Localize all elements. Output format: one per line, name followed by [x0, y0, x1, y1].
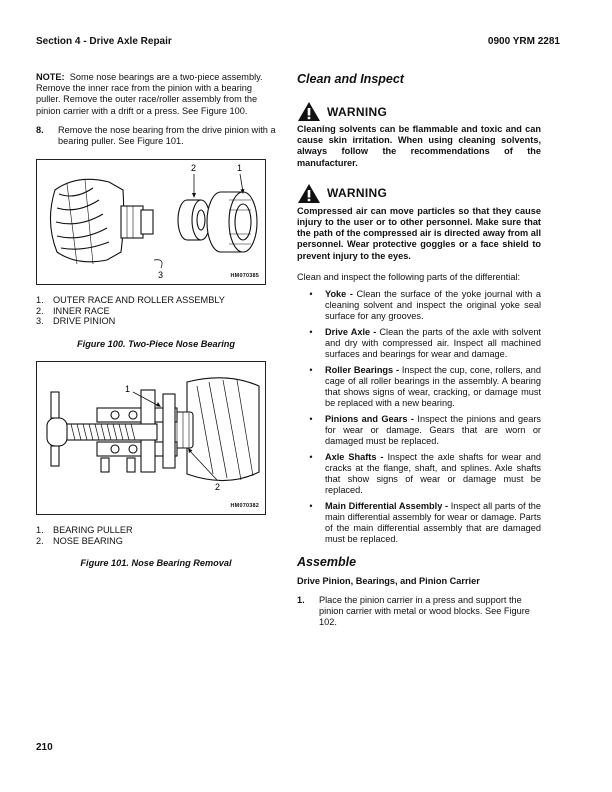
warning-triangle-icon — [297, 101, 321, 122]
note-text: Some nose bearings are a two-piece assembly. Remove the inner race from the pinion with a bearing puller. Remove the outer race/roller assembly from the pinion carrier with a drift or a press. See Figure 100. — [36, 72, 263, 116]
legend-item: 3. DRIVE PINION — [36, 316, 116, 327]
step-text: Remove the nose bearing from the drive pinion with a bearing puller. See Figure 101. — [58, 124, 276, 147]
inspection-list — [297, 289, 541, 545]
warning-title: WARNING — [327, 104, 388, 119]
left-column — [36, 72, 276, 568]
figure-101-caption: Figure 101. Nose Bearing Removal — [80, 558, 232, 569]
legend-item: 1. BEARING PULLER — [36, 525, 133, 535]
intro-paragraph: Clean and inspect the following parts of the differential: — [297, 271, 521, 282]
list-item: • Pinions and Gears - Inspect the pinions and gears for wear or damage. Gears that are worn or damaged must be replaced. — [309, 414, 541, 447]
step-number: 1. — [297, 595, 305, 606]
section-heading: Assemble — [297, 555, 357, 570]
callout-1: 1 — [237, 163, 243, 174]
figure-101-illustration — [36, 361, 266, 515]
figure-code: HM070385 — [230, 273, 259, 280]
warning-triangle-icon — [297, 183, 321, 204]
list-item: • Drive Axle - Clean the parts of the axle with solvent and dry with compressed air. Inspect all machined surfaces and bearings for wear and damage. — [309, 327, 541, 360]
callout-2: 2 — [191, 163, 197, 174]
warning-title: WARNING — [327, 186, 388, 201]
warning-header — [297, 183, 541, 204]
figure-code: HM070382 — [230, 503, 259, 509]
figure-100-caption: Figure 100. Two-Piece Nose Bearing — [77, 339, 235, 349]
figure-100-legend — [36, 295, 276, 327]
callout-1: 1 — [125, 384, 131, 394]
list-item: • Yoke - Clean the surface of the yoke journal with a cleaning solvent and inspect the original yoke seal surface for any grooves. — [309, 289, 542, 322]
document-number: 0900 YRM 2281 — [487, 36, 560, 47]
list-item: • Roller Bearings - Inspect the cup, cone, rollers, and cage of all roller bearings in the assembly. A bearing that shows signs of wear, cracking, or damage must be replaced with a new bearing. — [309, 365, 541, 409]
section-heading: Clean and Inspect — [297, 72, 404, 86]
subsection-heading: Drive Pinion, Bearings, and Pinion Carrier — [297, 576, 480, 587]
section-header: Section 4 - Drive Axle Repair — [36, 36, 172, 47]
legend-item: 1. OUTER RACE AND ROLLER ASSEMBLY — [36, 295, 225, 306]
warning-header — [297, 101, 541, 122]
warning-text: Cleaning solvents can be flammable and toxic and can cause skin irritation. When using cleaning solvents, always follow the recommendations of the manufacturer. — [297, 124, 541, 168]
step-8 — [36, 125, 276, 147]
step-text: Place the pinion carrier in a press and support the pinion carrier with metal or wood blocks. See Figure 102. — [319, 595, 530, 628]
callout-2: 2 — [215, 482, 221, 492]
figure-101-legend — [36, 525, 276, 546]
step-number: 8. — [36, 124, 44, 135]
warning-text: Compressed air can move particles so that they cause injury to the user or to other personnel. Make sure that the path of the compressed air is directed away from all personnel. Wear protective goggles or a face shield to prevent injury to the eyes. — [297, 205, 541, 261]
right-column — [297, 72, 541, 629]
note-label: NOTE: — [36, 72, 65, 82]
figure-100-illustration — [36, 159, 266, 285]
note-paragraph — [36, 72, 276, 117]
page-number: 210 — [36, 742, 53, 753]
legend-item: 2. NOSE BEARING — [36, 535, 123, 546]
callout-3: 3 — [158, 270, 164, 281]
step-1 — [297, 595, 541, 629]
list-item: • Axle Shafts - Inspect the axle shafts for wear and cracks at the flange, shaft, and splines. Axle shafts that show signs of wear or damage must be replaced. — [309, 452, 541, 496]
list-item: • Main Differential Assembly - Inspect all parts of the main differential assembly for wear or damage. Parts of the main differential assembly that are damaged must be replaced. — [309, 501, 541, 545]
legend-item: 2. INNER RACE — [36, 305, 110, 316]
